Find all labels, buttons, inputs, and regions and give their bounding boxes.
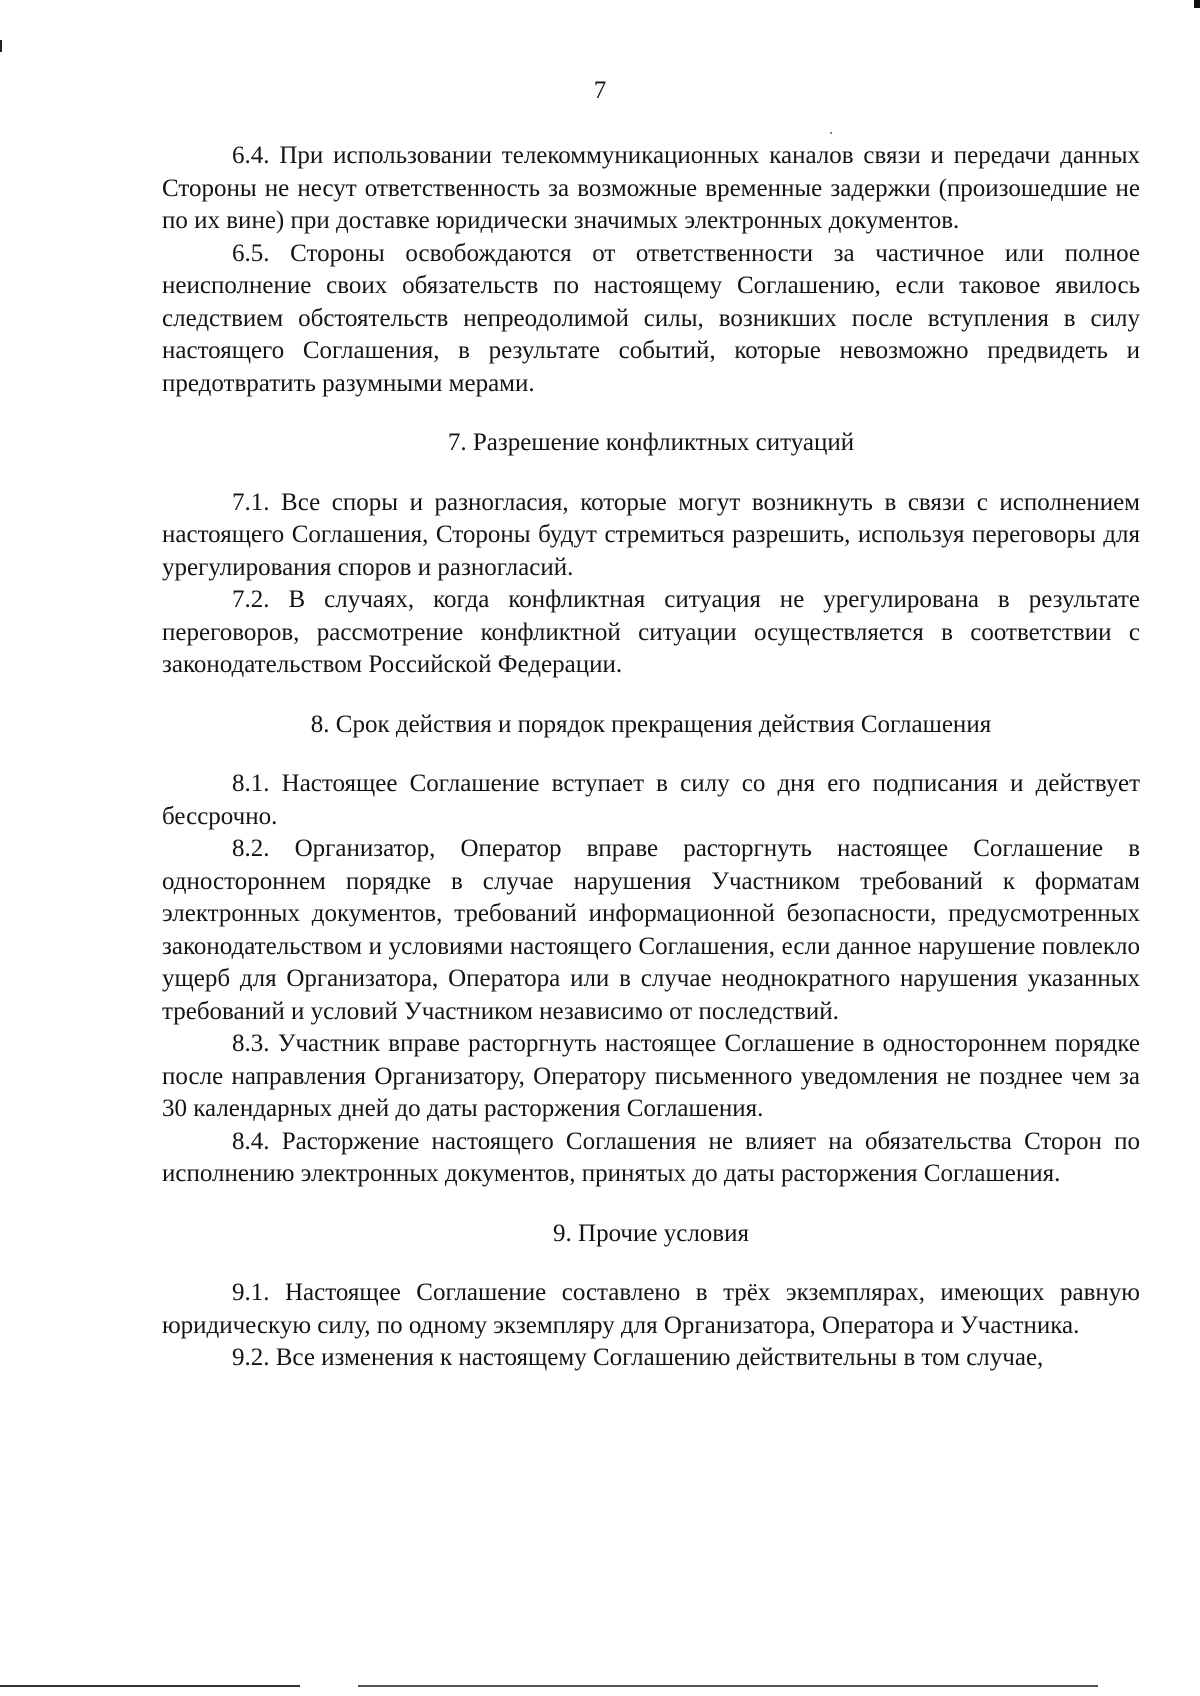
scan-speck [830, 132, 832, 134]
paragraph-9-1: 9.1. Настоящее Соглашение составлено в трёх экземплярах, имеющих равную юридическую силу, по одному экземпляру для Организатора, Оператора и Участника. [162, 1279, 1140, 1339]
scan-edge-line [0, 1685, 300, 1687]
paragraph-7-2: 7.2. В случаях, когда конфликтная ситуация не урегулирована в результате переговоров, рассмотрение конфликтной ситуации осуществляется в соответствии с законодательством Российской Федерации. [162, 586, 1140, 678]
paragraph-6-5: 6.5. Стороны освобождаются от ответственности за частичное или полное неисполнение своих обязательств по настоящему Соглашению, если таковое явилось следствием обстоятельств непреодолимой силы, возникших после вступления в силу настоящего Соглашения, в результате событий, которые невозможно предвидеть и предотвратить разумными мерами. [162, 239, 1140, 397]
paragraph-8-4: 8.4. Расторжение настоящего Соглашения не влияет на обязательства Сторон по исполнению электронных документов, принятых до даты расторжения Соглашения. [162, 1127, 1140, 1187]
section-heading-9: 9. Прочие условия [553, 1219, 749, 1247]
paragraph-7-1: 7.1. Все споры и разногласия, которые могут возникнуть в связи с исполнением настоящего Соглашения, Стороны будут стремиться разрешить, используя переговоры для урегулирования споров и разногласий. [162, 488, 1140, 581]
scan-artifact-mark [0, 40, 2, 52]
document-body [162, 140, 1140, 1375]
section-heading-8: 8. Срок действия и порядок прекращения действия Соглашения [310, 710, 992, 738]
paragraph-6-4: 6.4. При использовании телекоммуникационных каналов связи и передачи данных Стороны не несут ответственность за возможные временные задержки (произошедшие не по их вине) при доставке юридически значимых электронных документов. [162, 142, 1140, 234]
paragraph-9-2: 9.2. Все изменения к настоящему Соглашению действительны в том случае, [232, 1344, 1044, 1371]
page-number: 7 [593, 77, 607, 104]
paragraph-8-2: 8.2. Организатор, Оператор вправе расторгнуть настоящее Соглашение в одностороннем порядке в случае нарушения Участником требований к форматам электронных документов, требований информационной безопасности, предусмотренных законодательством и условиями настоящего Соглашения, если данное нарушение повлекло ущерб для Организатора, Оператора или в случае неоднократного нарушения указанных требований и условий Участником независимо от последствий. [162, 835, 1140, 1025]
scan-edge-line [358, 1685, 1098, 1687]
paragraph-8-1: 8.1. Настоящее Соглашение вступает в силу со дня его подписания и действует бессрочно. [162, 770, 1140, 830]
paragraph-8-3: 8.3. Участник вправе расторгнуть настоящее Соглашение в одностороннем порядке после направления Организатору, Оператору письменного уведомления не позднее чем за 30 календарных дней до даты расторжения Соглашения. [162, 1030, 1140, 1122]
section-heading-7: 7. Разрешение конфликтных ситуаций [447, 429, 855, 456]
scan-artifact-mark [1194, 0, 1200, 8]
